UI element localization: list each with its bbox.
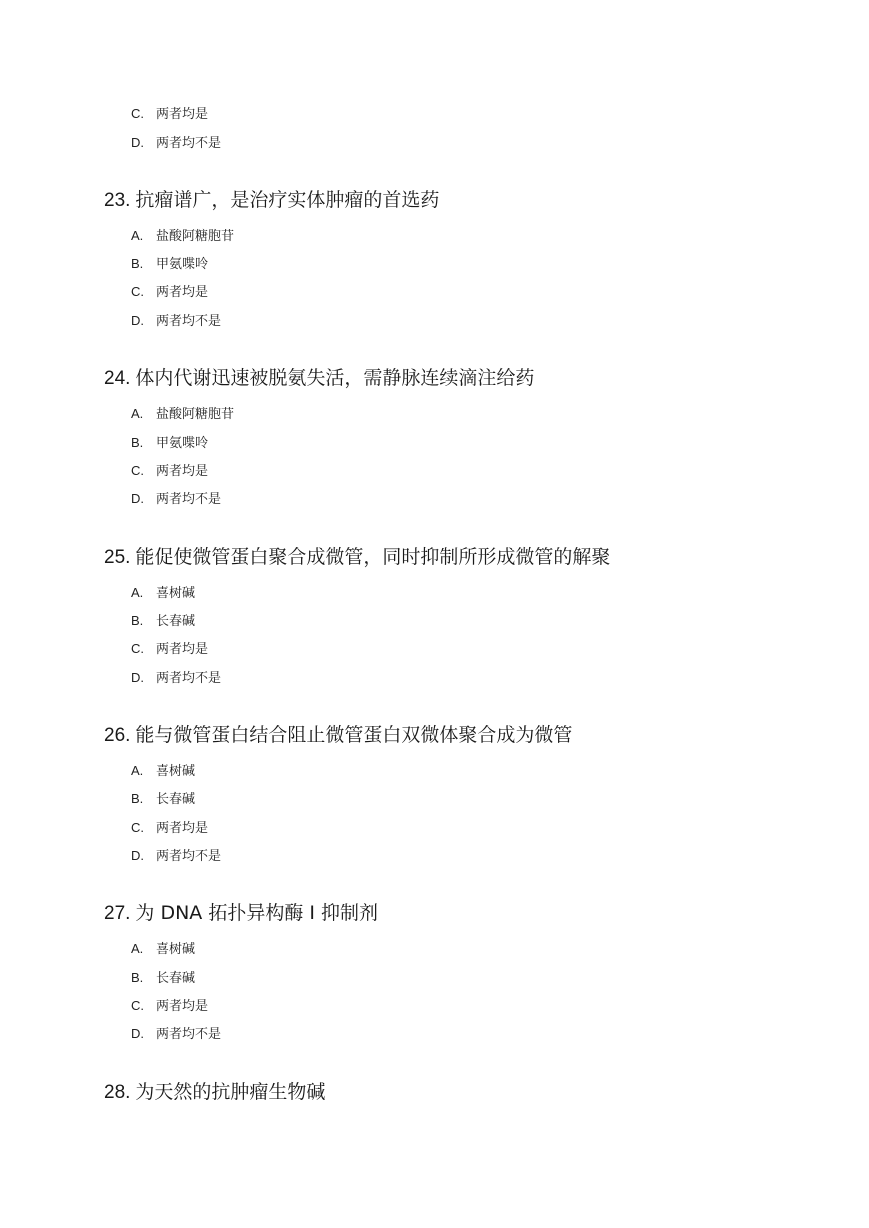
question-23-stem	[104, 188, 439, 213]
option-letter: D.	[131, 313, 144, 328]
question-text: 为天然的抗肿瘤生物碱	[135, 1081, 326, 1103]
option-26-d	[131, 848, 221, 865]
option-letter: B.	[131, 435, 144, 450]
option-letter: C.	[131, 284, 144, 299]
option-text: 甲氨喋呤	[156, 257, 209, 272]
option-letter: D.	[131, 491, 144, 506]
option-text: 长春碱	[156, 971, 196, 986]
option-letter: A.	[131, 228, 144, 243]
option-text: 两者均不是	[156, 492, 222, 507]
option-23-c	[131, 284, 208, 301]
option-letter: A.	[131, 585, 144, 600]
question-number: 26.	[104, 725, 131, 746]
question-text: 为 DNA 拓扑异构酶 I 抑制剂	[135, 902, 379, 924]
option-text: 两者均是	[156, 642, 209, 657]
question-number: 23.	[104, 190, 131, 211]
question-24-stem	[104, 366, 534, 391]
option-25-a	[131, 585, 195, 602]
option-letter: B.	[131, 791, 144, 806]
option-27-d	[131, 1026, 221, 1043]
option-24-d	[131, 491, 221, 508]
option-23-b	[131, 256, 208, 273]
option-25-c	[131, 641, 208, 658]
option-letter: C.	[131, 463, 144, 478]
option-letter: B.	[131, 970, 144, 985]
question-26-stem	[104, 723, 572, 748]
question-text: 能促使微管蛋白聚合成微管，同时抑制所形成微管的解聚	[135, 546, 611, 568]
option-letter: B.	[131, 613, 144, 628]
option-27-a	[131, 941, 195, 958]
question-25-stem	[104, 545, 610, 570]
option-text: 两者均不是	[156, 314, 222, 329]
question-text: 能与微管蛋白结合阻止微管蛋白双微体聚合成为微管	[135, 724, 573, 746]
question-28-stem	[104, 1080, 325, 1105]
option-text: 两者均是	[156, 464, 209, 479]
option-22-d	[131, 135, 221, 152]
option-text: 喜树碱	[156, 764, 196, 779]
option-27-b	[131, 970, 195, 987]
option-text: 甲氨喋呤	[156, 436, 209, 451]
option-text: 两者均不是	[156, 1027, 222, 1042]
option-25-d	[131, 670, 221, 687]
option-26-b	[131, 791, 195, 808]
option-letter: A.	[131, 941, 144, 956]
option-letter: C.	[131, 106, 144, 121]
option-letter: C.	[131, 641, 144, 656]
option-text: 喜树碱	[156, 586, 196, 601]
option-24-b	[131, 435, 208, 452]
option-text: 两者均是	[156, 821, 209, 836]
option-letter: D.	[131, 848, 144, 863]
option-text: 两者均是	[156, 999, 209, 1014]
option-26-c	[131, 820, 208, 837]
option-27-c	[131, 998, 208, 1015]
option-text: 两者均不是	[156, 136, 222, 151]
question-number: 24.	[104, 368, 131, 389]
question-number: 28.	[104, 1082, 131, 1103]
option-text: 两者均不是	[156, 849, 222, 864]
question-27-stem	[104, 901, 378, 926]
option-text: 两者均是	[156, 285, 209, 300]
option-text: 盐酸阿糖胞苷	[156, 407, 235, 422]
option-letter: D.	[131, 670, 144, 685]
option-letter: D.	[131, 135, 144, 150]
option-letter: C.	[131, 820, 144, 835]
option-24-c	[131, 463, 208, 480]
option-text: 两者均不是	[156, 671, 222, 686]
question-text: 体内代谢迅速被脱氨失活，需静脉连续滴注给药	[135, 367, 535, 389]
option-22-c	[131, 106, 208, 123]
option-text: 长春碱	[156, 614, 196, 629]
option-letter: C.	[131, 998, 144, 1013]
option-text: 两者均是	[156, 107, 209, 122]
option-text: 长春碱	[156, 792, 196, 807]
option-23-a	[131, 228, 234, 245]
option-24-a	[131, 406, 234, 423]
option-letter: A.	[131, 406, 144, 421]
question-number: 27.	[104, 903, 131, 924]
option-25-b	[131, 613, 195, 630]
option-letter: B.	[131, 256, 144, 271]
option-23-d	[131, 313, 221, 330]
question-number: 25.	[104, 547, 131, 568]
question-text: 抗瘤谱广，是治疗实体肿瘤的首选药	[135, 189, 440, 211]
option-text: 喜树碱	[156, 942, 196, 957]
option-letter: A.	[131, 763, 144, 778]
option-26-a	[131, 763, 195, 780]
option-text: 盐酸阿糖胞苷	[156, 229, 235, 244]
option-letter: D.	[131, 1026, 144, 1041]
